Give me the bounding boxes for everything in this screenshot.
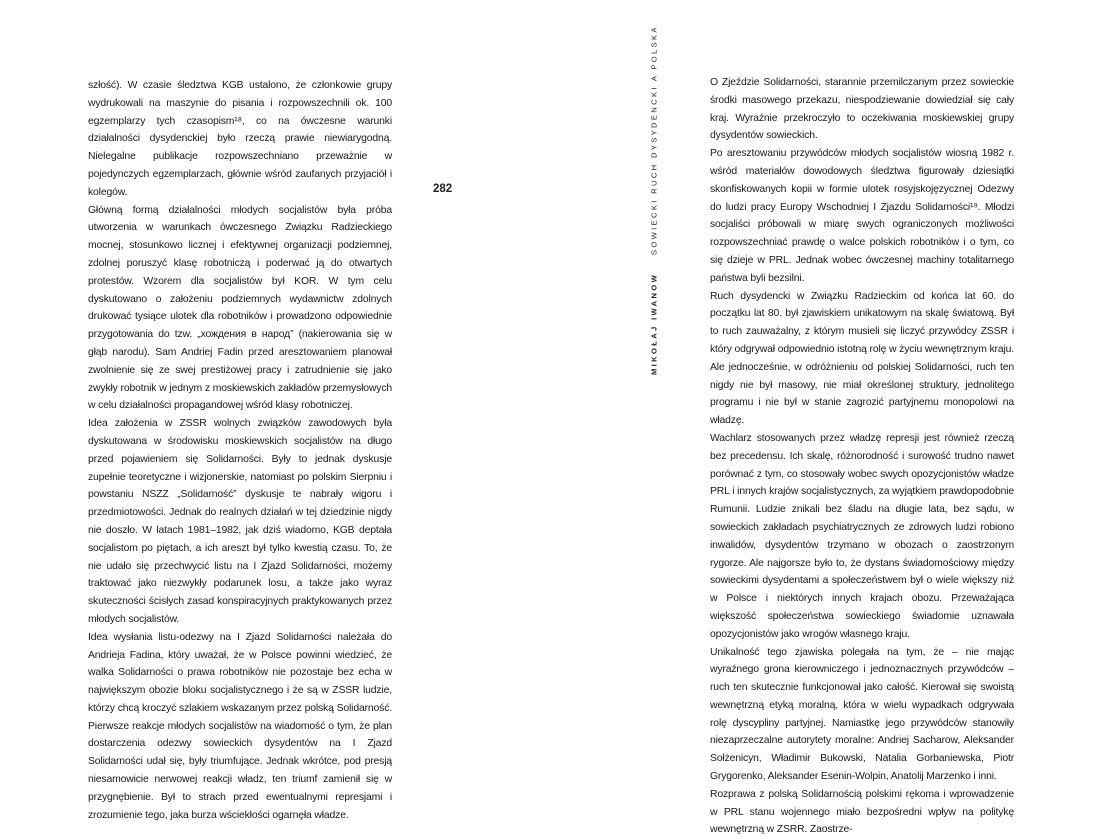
running-head-author: MIKOŁAJ IWANOW xyxy=(649,272,659,375)
paragraph: Unikalność tego zjawiska polegała na tym, że – nie mając wyraźnego grona kierowniczego i jednoznacznych przywódców – ruch ten skutecznie funkcjonował jako całość. Kierował się swoistą wewnętrzną etyką moralną, która w wielu wypadkach odgrywała rolę dyscypliny partyjnej. Namiastkę jego przywódców stanowiły niezaprzeczalne autorytety moralne: Andriej Sacharow, Aleksander Sołżenicyn, Władimir Bukowski, Natalia Gorbaniewska, Piotr Grygorenko, Aleksander Esenin-Wolpin, Anatolij Marzenko i inni. xyxy=(710,646,1014,783)
paragraph: Główną formą działalności młodych socjalistów była próba utworzenia w warunkach ówczesnego Związku Radzieckiego mocnej, stosunkowo licznej i efektywnej organizacji podziemnej, zdolnej poruszyć klasę robotniczą i poderwać ją do otwartych protestów. Wzorem dla socjalistów był KOR. W tym celu dyskutowano o założeniu podziemnych wydawnictw zdolnych drukować tysiące ulotek dla robotników i prowadzono odpowiednie przygotowania do tzw. „хождения в народ” (nakierowania się w głąb narodu). Sam Andriej Fadin przed aresztowaniem planował zwolnienie się ze swej prestiżowej pracy i zatrudnienie się jako zwykły robotnik w jednym z moskiewskich zakładów przemysłowych w celu działalności propagandowej wśród klasy robotniczej. xyxy=(88,204,392,412)
paragraph: Rozprawa z polską Solidarnością polskimi rękoma i wprowadzenie w PRL stanu wojennego miało bezpośredni wpływ na politykę wewnętrzną w ZSRR. Zaostrze- xyxy=(710,788,1014,836)
running-head-gap xyxy=(650,260,659,269)
paragraph: Wachlarz stosowanych przez władzę represji jest również rzeczą bez precedensu. Ich skalę, różnorodność i surowość trudno nawet porównać z tym, co stosowały wobec swych opozycjonistów władze PRL i innych krajów socjalistycznych, za wyjątkiem prawdopodobnie Rumunii. Ludzie znikali bez śladu na długie lata, bez sądu, w sowieckich zakładach psychiatrycznych ze zdrowych ludzi robiono inwalidów, dysydentów trzymano w obozach o zaostrzonym rygorze. Ale najgorsze było to, że dystans świadomościowy między sowieckimi dysydentami a społeczeństwem był o wiele większy niż w Polsce i niektórych innych krajach obozu. Przeważająca większość społeczeństwa sowieckiego świadomie uznawała opozycjonistów jako wrogów własnego kraju. xyxy=(710,432,1014,640)
paragraph: O Zjeździe Solidarności, starannie przemilczanym przez sowieckie środki masowego przekazu, niespodziewanie dowiedział się cały kraj. Wyraźnie przekroczyło to oczekiwania moskiewskiej grupy dysydentów sowieckich. xyxy=(710,77,1014,142)
paragraph: Idea wysłania listu-odezwy na I Zjazd Solidarności należała do Andrieja Fadina, który uważał, że w Polsce powinni wiedzieć, że walka Solidarności o prawa robotników nie pozostaje bez echa w największym obozie bloku socjalistycznego i że są w ZSSR ludzie, którzy chcą kroczyć szlakiem wskazanym przez polską Solidarność. Pierwsze reakcje młodych socjalistów na wiadomość o tym, że plan dostarczenia odezwy sowieckich dysydentów na I Zjazd Solidarności udał się, były triumfujące. Jednak wkrótce, pod presją niesamowicie nerwowej reakcji władz, ten triumf zamienił się w przygnębienie. Był to strach przed ewentualnymi represjami i zrozumienie tego, jaka burza wściekłości ogarnęła władze. xyxy=(88,631,392,821)
running-head xyxy=(649,25,659,375)
paragraph: Po aresztowaniu przywódców młodych socjalistów wiosną 1982 r. wśród materiałów dowodowych śledztwa figurowały dziesiątki skonfiskowanych kopii w formie ulotek rosyjskojęzycznej Odezwy do ludzi pracy Europy Wschodniej I Zjazdu Solidarności¹⁹. Młodzi socjaliści próbowali w miarę swych ograniczonych możliwości rozpowszechniać prawdę o walce polskich robotników i o tym, co się dzieje w PRL. Jednak wobec ówczesnej machiny totalitarnego państwa byli bezsilni. xyxy=(710,148,1014,284)
paragraph: Ruch dysydencki w Związku Radzieckim od końca lat 60. do początku lat 80. był zjawiskiem unikatowym na skalę światową. Był to ruch zauważalny, z którym musieli się liczyć przywódcy ZSSR i który odgrywał odpowiednio istotną rolę w życiu wewnętrznym kraju. Ale jednocześnie, w odróżnieniu od polskiej Solidarności, ruch ten nigdy nie był masowy, nie miał określonej struktury, jednolitego programu i nie był w stanie zagrozić partyjnemu monopolowi na władzę. xyxy=(710,290,1014,427)
paragraph: szłość). W czasie śledztwa KGB ustalono, że członkowie grupy wydrukowali na maszynie do pisania i rozpowszechnili ok. 100 egzemplarzy tych czasopism¹⁸, co na ówczesne warunki działalności dysydenckiej było rzeczą prawie niewiarygodną. Nielegalne publikacje rozpowszechniano przeważnie w pojedynczych egzemplarzach, głównie wśród zaufanych przyjaciół i kolegów. xyxy=(88,80,392,198)
paragraph: Idea założenia w ZSSR wolnych związków zawodowych była dyskutowana w środowisku moskiewskich socjalistów na długo przed pojawieniem się Solidarności. Były to jednak dyskusje zupełnie teoretyczne i wizjonerskie, natomiast po polskim Sierpniu i powstaniu NSZZ „Solidarność” dyskusje te nabrały wigoru i przedmiotowości. Jednak do realnych działań w tej dziedzinie nigdy nie doszło. W latach 1981–1982, jak dziś wiadomo, KGB deptała socjalistom po piętach, a ich areszt był tylko kwestią czasu. To, że nie udało się przechwycić listu na I Zjazd Solidarności, możemy traktować jako niezwykły podarunek losu, a także jako wyraz skuteczności ścisłych zasad konspiracyjnych praktykowanych przez młodych socjalistów. xyxy=(88,418,392,625)
right-page-text xyxy=(710,74,1014,839)
running-head-title: SOWIECKI RUCH DYSYDENCKI A POLSKA xyxy=(649,25,659,256)
left-page-text xyxy=(88,77,392,824)
page-number: 282 xyxy=(433,183,453,195)
